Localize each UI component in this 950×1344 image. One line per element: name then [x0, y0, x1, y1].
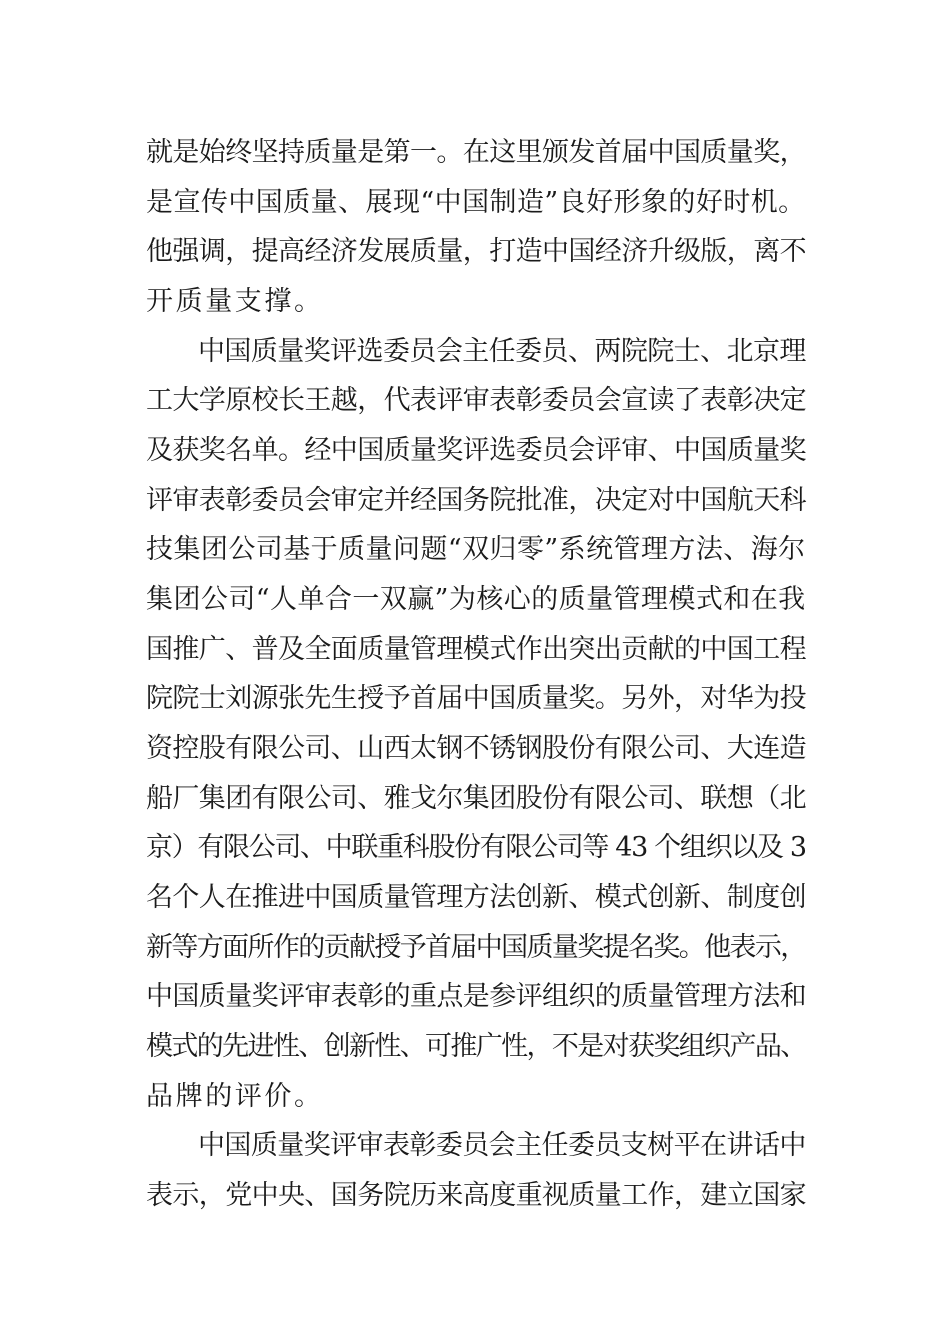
text-line: 中国质量奖评审表彰的重点是参评组织的质量管理方法和 — [146, 981, 806, 1012]
text-line: 技集团公司基于质量问题“双归零”系统管理方法、海尔 — [146, 534, 806, 565]
text-line: 及获奖名单。经中国质量奖评选委员会评审、中国质量奖 — [146, 435, 806, 466]
text-line: 新等方面所作的贡献授予首届中国质量奖提名奖。他表示， — [146, 932, 806, 963]
text-line: 他强调，提高经济发展质量，打造中国经济升级版，离不 — [146, 236, 806, 267]
text-line: 开质量支撑。 — [146, 286, 324, 317]
text-line: 名个人在推进中国质量管理方法创新、模式创新、制度创 — [146, 882, 806, 913]
text-line: 就是始终坚持质量是第一。在这里颁发首届中国质量奖， — [146, 137, 806, 168]
text-line: 国推广、普及全面质量管理模式作出突出贡献的中国工程 — [146, 634, 806, 665]
text-line: 是宣传中国质量、展现“中国制造”良好形象的好时机。 — [146, 187, 806, 218]
text-line: 京）有限公司、中联重科股份有限公司等 43 个组织以及 3 — [146, 832, 806, 863]
text-line: 资控股有限公司、山西太钢不锈钢股份有限公司、大连造 — [146, 733, 806, 764]
paragraph-start-line: 中国质量奖评选委员会主任委员、两院院士、北京理 — [198, 336, 806, 367]
text-line: 船厂集团有限公司、雅戈尔集团股份有限公司、联想（北 — [146, 783, 806, 814]
text-line: 集团公司“人单合一双赢”为核心的质量管理模式和在我 — [146, 584, 806, 615]
text-line: 表示，党中央、国务院历来高度重视质量工作，建立国家 — [146, 1180, 806, 1211]
text-line: 院院士刘源张先生授予首届中国质量奖。另外，对华为投 — [146, 683, 806, 714]
text-line: 品牌的评价。 — [146, 1081, 324, 1112]
text-line: 工大学原校长王越，代表评审表彰委员会宣读了表彰决定 — [146, 385, 806, 416]
paragraph-start-line: 中国质量奖评审表彰委员会主任委员支树平在讲话中 — [198, 1130, 806, 1161]
text-line: 评审表彰委员会审定并经国务院批准，决定对中国航天科 — [146, 485, 806, 516]
text-line: 模式的先进性、创新性、可推广性，不是对获奖组织产品、 — [146, 1031, 806, 1062]
